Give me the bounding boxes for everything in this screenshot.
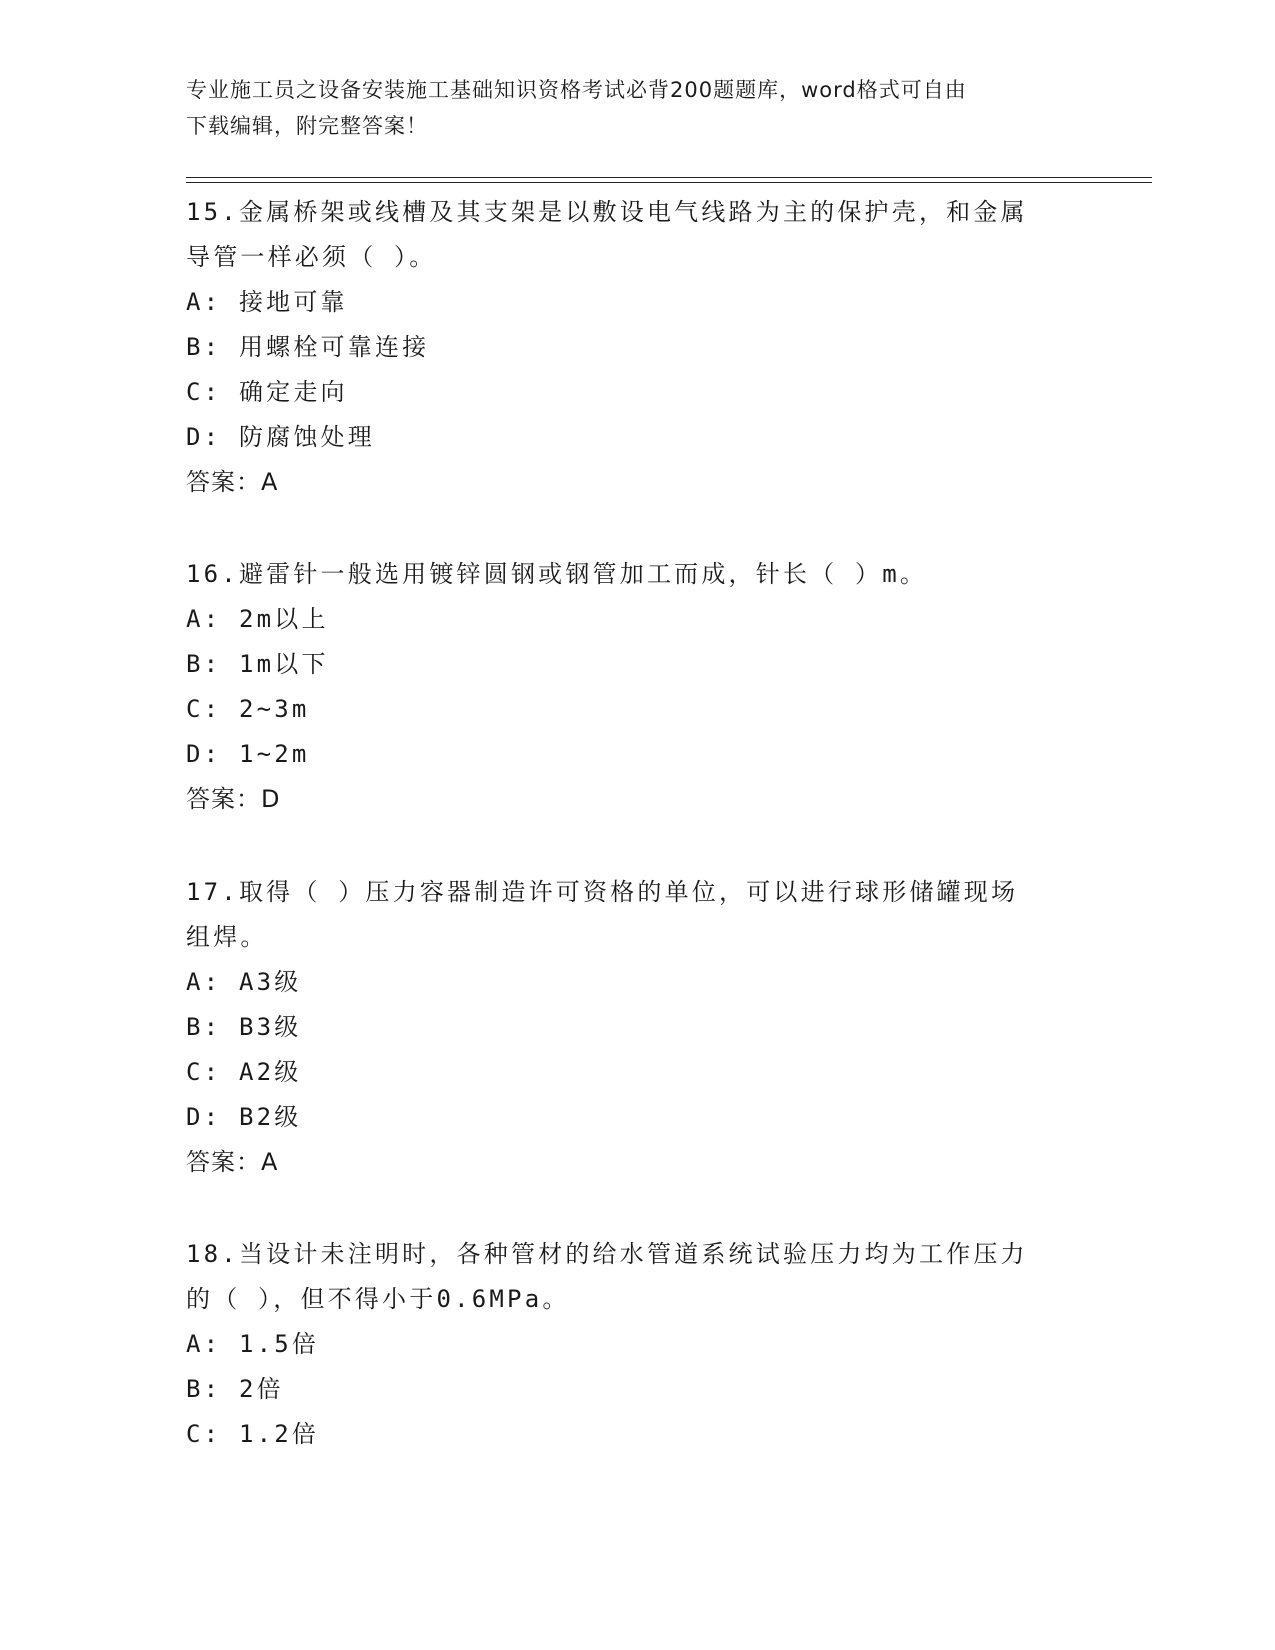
question-stem-line: 18.当设计未注明时，各种管材的给水管道系统试验压力均为工作压力 bbox=[186, 1240, 1028, 1268]
option-c: C: 2~3m bbox=[186, 695, 310, 723]
question-16 bbox=[186, 552, 1086, 822]
question-stem-line: 组焊。 bbox=[186, 923, 268, 951]
answer-line: 答案：A bbox=[186, 468, 279, 496]
question-stem-line: 17.取得（ ）压力容器制造许可资格的单位，可以进行球形储罐现场 bbox=[186, 878, 1019, 906]
option-d: D: B2级 bbox=[186, 1103, 302, 1131]
option-a: A: 接地可靠 bbox=[186, 288, 348, 316]
question-17 bbox=[186, 870, 1086, 1185]
option-c: C: 1.2倍 bbox=[186, 1420, 320, 1448]
document-header bbox=[186, 72, 1066, 144]
option-b: B: 2倍 bbox=[186, 1375, 284, 1403]
question-stem-line: 15.金属桥架或线槽及其支架是以敷设电气线路为主的保护壳，和金属 bbox=[186, 198, 1028, 226]
question-18 bbox=[186, 1232, 1086, 1457]
answer-line: 答案：A bbox=[186, 1148, 279, 1176]
option-b: B: 用螺栓可靠连接 bbox=[186, 333, 430, 361]
header-title-line-1: 专业施工员之设备安装施工基础知识资格考试必背200题题库，word格式可自由 bbox=[186, 78, 967, 102]
option-d: D: 1~2m bbox=[186, 740, 310, 768]
option-c: C: 确定走向 bbox=[186, 378, 348, 406]
question-stem-line: 16.避雷针一般选用镀锌圆钢或钢管加工而成，针长（ ）m。 bbox=[186, 560, 928, 588]
question-stem-line: 导管一样必须（ ）。 bbox=[186, 243, 437, 271]
option-a: A: 2m以上 bbox=[186, 605, 329, 633]
option-d: D: 防腐蚀处理 bbox=[186, 423, 375, 451]
option-b: B: 1m以下 bbox=[186, 650, 329, 678]
question-15 bbox=[186, 190, 1086, 505]
option-a: A: 1.5倍 bbox=[186, 1330, 320, 1358]
answer-line: 答案：D bbox=[186, 785, 281, 813]
question-stem-line: 的（ ），但不得小于0.6MPa。 bbox=[186, 1285, 570, 1313]
option-a: A: A3级 bbox=[186, 968, 302, 996]
option-c: C: A2级 bbox=[186, 1058, 302, 1086]
header-divider-bottom bbox=[186, 182, 1152, 183]
option-b: B: B3级 bbox=[186, 1013, 302, 1041]
header-title-line-2: 下载编辑，附完整答案！ bbox=[186, 114, 428, 138]
header-divider-top bbox=[186, 177, 1152, 178]
